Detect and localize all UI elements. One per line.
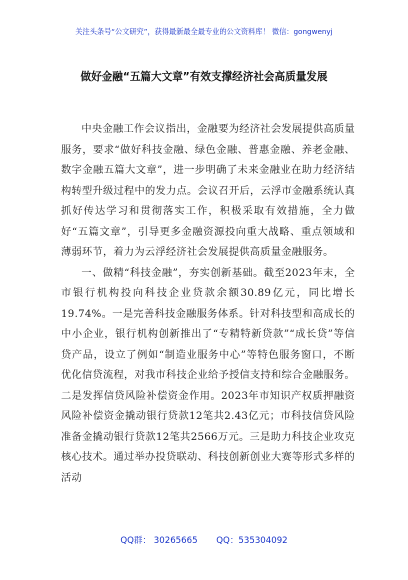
document-body	[61, 120, 355, 489]
footer-qq-number: QQ：535304092	[216, 536, 288, 546]
footer-contact	[0, 534, 408, 546]
footer-qq-group: QQ群： 30265665	[120, 536, 198, 546]
paragraph-tech-finance: 一、做精“科技金融”，夯实创新基础。截至2023年末，全市银行机构投向科技企业贷款余额30.89亿元，同比增长19.74%。一是完善科技金融服务体系。针对科技型和高成长的中小企业，银行机构创新推出了“专精特新贷款”“成长贷”等信贷产品，设立了例如“制造业服务中心”等特色服务窗口，不断优化信贷流程，对我市科技企业给予授信支持和综合金融服务。二是发挥信贷风险补偿资金作用。2023年市知识产权质押融资风险补偿资金撬动银行贷款12笔共2.43亿元；市科技信贷风险准备金撬动银行贷款12笔共2566万元。三是助力科技企业攻克核心技术。通过举办投贷联动、科技创新创业大赛等形式多样的活动	[61, 267, 355, 484]
document-title: 做好金融“五篇大文章”有效支撑经济社会高质量发展	[80, 71, 328, 83]
header-note: 关注头条号“公文研究”，获得最新最全最专业的公文资料库！ 微信：gongwenyj	[75, 27, 333, 36]
paragraph-intro: 中央金融工作会议指出，金融要为经济社会发展提供高质量服务，要求“做好科技金融、绿色金融、普惠金融、养老金融、数字金融五篇大文章”，进一步明确了未来金融业在助力经济结构转型升级过程中的发力点。会议召开后，云浮市金融系统认真抓好传达学习和贯彻落实工作，积极采取有效措施，全力做好“五篇文章”，引导更多金融资源投向重大战略、重点领域和薄弱环节，着力为云浮经济社会发展提供高质量金融服务。	[61, 124, 355, 258]
